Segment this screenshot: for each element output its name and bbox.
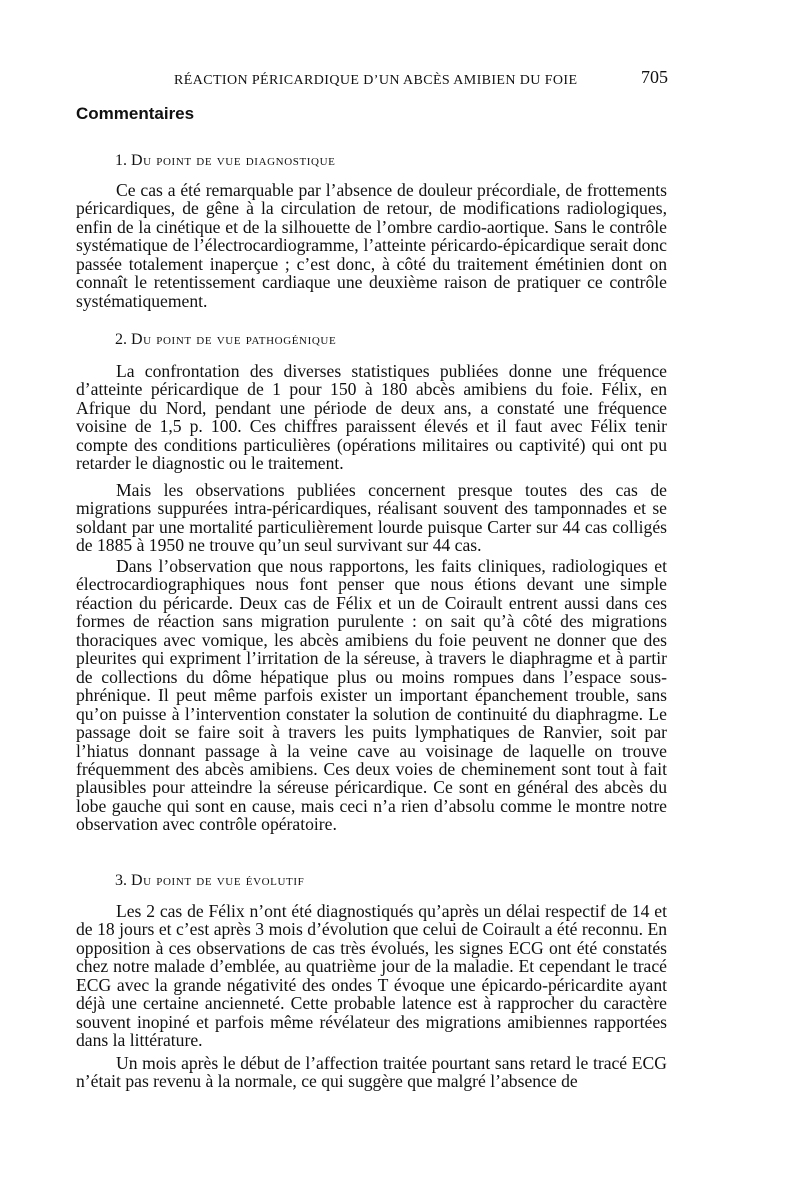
section-heading-text: Du point de vue pathogénique — [131, 331, 337, 348]
paragraph: Un mois après le début de l’affection traitée pourtant sans retard le tracé ECG n’était pas revenu à la normale, ce qui suggère que malgré l’absence de — [76, 1053, 667, 1092]
section-heading-diagnostic — [115, 152, 335, 170]
paragraph: Dans l’observation que nous rapportons, les faits cliniques, radiologiques et électrocardiographiques nous font penser que nous étions devant une simple réaction du péricarde. Deux cas de Félix et un de Coirault entrent aussi dans ces formes de réaction sans migration purulente : on sait qu’à côté des migrations thoraciques avec vomique, les abcès amibiens du foie peuvent ne donner que des pleurites qui expriment l’irritation de la séreuse, à travers le diaphragme et à partir de collections du dôme hépatique plus ou moins rompues dans l’espace sous-phrénique. Il peut même parfois exister un important épanchement trouble, sans qu’on puisse à l’intervention constater la solution de continuité du diaphragme. Le passage doit se faire soit à travers les puits lymphatiques de Ranvier, soit par l’hiatus donnant passage à la veine cave au voisinage de laquelle on trouve fréquemment des abcès amibiens. Ces deux voies de cheminement sont tout à fait plausibles pour atteindre la séreuse péricardique. Ce sont en général des abcès du lobe gauche qui sont en cause, mais ceci n’a rien d’absolu comme le montre notre observation avec contrôle opératoire. — [76, 556, 667, 835]
paragraph: Les 2 cas de Félix n’ont été diagnostiqués qu’après un délai respectif de 14 et de 18 jours et c’est après 3 mois d’évolution que celui de Coirault a été reconnu. En opposition à ces observations de cas très évolués, les signes ECG ont été constatés chez notre malade d’emblée, au quatrième jour de la maladie. Et cependant le tracé ECG avec la grande négativité des ondes T évoque une épicardo-péricardite ayant déjà une certaine ancienneté. Cette probable latence est à rapprocher du caractère souvent inopiné et parfois même révélateur des migrations amibiennes rapportées dans la littérature. — [76, 901, 667, 1051]
section-heading-evolution — [115, 872, 304, 890]
running-head: RÉACTION PÉRICARDIQUE D’UN ABCÈS AMIBIEN DU FOIE — [174, 73, 578, 88]
paragraph: Ce cas a été remarquable par l’absence de douleur précordiale, de frottements péricardiques, de gêne à la circulation de retour, de modifications radiologiques, enfin de la cinétique et de la silhouette de l’ombre cardio-aortique. Sans le contrôle systématique de l’électrocardiogramme, l’atteinte péricardo-épicardique serait donc passée totalement inaperçue ; c’est donc, à côté du traitement émétinien dont on connaît le retentissement cardiaque une deuxième raison de pratiquer ce contrôle systématiquement. — [76, 180, 667, 311]
paragraph: Mais les observations publiées concernent presque toutes des cas de migrations suppurées intra-péricardiques, réalisant souvent des tamponnades et se soldant par une mortalité particulièrement lourde puisque Carter sur 44 cas colligés de 1885 à 1950 ne trouve qu’un seul survivant sur 44 cas. — [76, 480, 667, 556]
section-number: 1. — [115, 152, 127, 169]
section-number: 3. — [115, 872, 127, 889]
section-heading-text: Du point de vue diagnostique — [131, 152, 336, 169]
page-number: 705 — [641, 67, 668, 87]
section-title-commentaires: Commentaires — [76, 104, 195, 123]
section-number: 2. — [115, 331, 127, 348]
section-heading-text: Du point de vue évolutif — [131, 872, 305, 889]
section-heading-pathogenic — [115, 331, 336, 349]
paragraph: La confrontation des diverses statistiques publiées donne une fréquence d’atteinte péricardique de 1 pour 150 à 180 abcès amibiens du foie. Félix, en Afrique du Nord, pendant une période de deux ans, a constaté une fréquence voisine de 1,5 p. 100. Ces chiffres paraissent élevés et il faut avec Félix tenir compte des conditions particulières (opérations militaires ou captivité) qui ont pu retarder le diagnostic ou le traitement. — [76, 361, 667, 474]
